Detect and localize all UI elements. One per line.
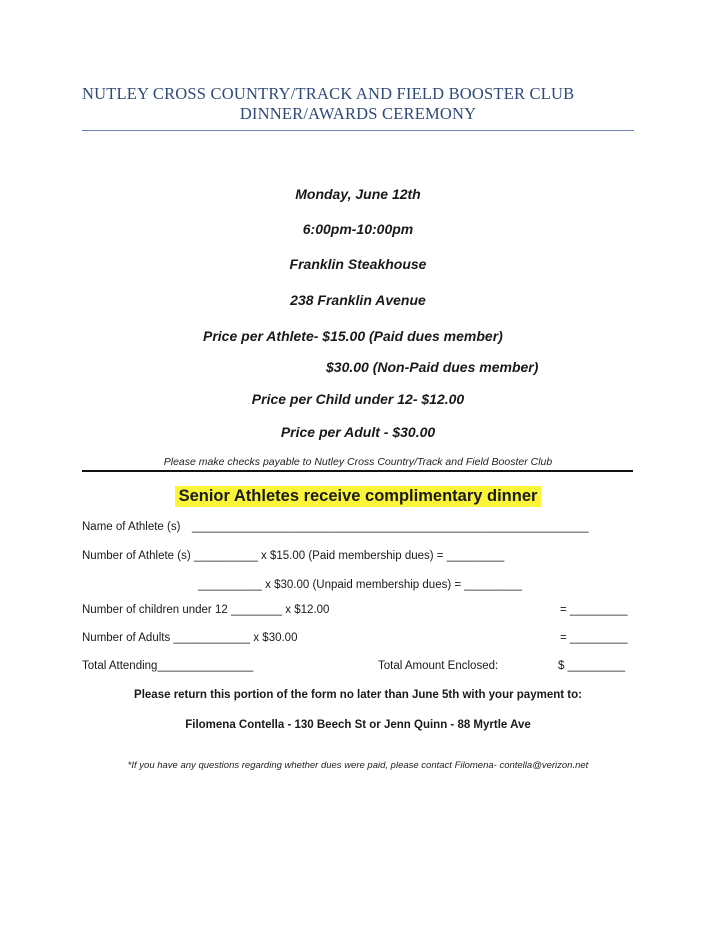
dues-footnote: *If you have any questions regarding whether dues were paid, please contact Filomena- contella@verizon.net xyxy=(127,760,589,771)
price-athlete-paid: Price per Athlete- $15.00 (Paid dues member) xyxy=(203,328,503,344)
title-line-2: DINNER/AWARDS CEREMONY xyxy=(239,104,477,123)
total-attending[interactable]: Total Attending_______________ xyxy=(82,660,254,672)
senior-note-wrap xyxy=(0,486,716,507)
athletes-unpaid-row[interactable]: __________ x $30.00 (Unpaid membership dues) = _________ xyxy=(198,579,522,591)
children-row[interactable]: Number of children under 12 ________ x $12.00 xyxy=(82,604,330,616)
event-venue: Franklin Steakhouse xyxy=(289,256,427,272)
return-instructions: Please return this portion of the form no later than June 5th with your payment to: xyxy=(134,689,582,701)
title-line-1: NUTLEY CROSS COUNTRY/TRACK AND FIELD BOOSTER CLUB xyxy=(82,84,575,103)
cut-line xyxy=(82,470,633,472)
return-contacts: Filomena Contella - 130 Beech St or Jenn Quinn - 88 Myrtle Ave xyxy=(185,719,531,731)
athletes-paid-row[interactable]: Number of Athlete (s) __________ x $15.00 (Paid membership dues) = _________ xyxy=(82,550,505,562)
price-child: Price per Child under 12- $12.00 xyxy=(251,391,465,407)
event-date: Monday, June 12th xyxy=(295,186,421,202)
total-amount-value[interactable]: $ _________ xyxy=(558,660,626,672)
price-athlete-unpaid: $30.00 (Non-Paid dues member) xyxy=(326,359,539,375)
athlete-name-label: Name of Athlete (s) xyxy=(82,521,181,533)
adults-row[interactable]: Number of Adults ____________ x $30.00 xyxy=(82,632,298,644)
event-address: 238 Franklin Avenue xyxy=(290,292,426,308)
athlete-name-blank[interactable]: ______________________________________________________________ xyxy=(192,521,589,533)
checks-payable-note: Please make checks payable to Nutley Cross Country/Track and Field Booster Club xyxy=(163,456,553,468)
event-time: 6:00pm-10:00pm xyxy=(302,221,414,237)
price-adult: Price per Adult - $30.00 xyxy=(280,424,436,440)
adults-total[interactable]: = _________ xyxy=(560,632,628,644)
title-divider xyxy=(82,130,634,131)
children-total[interactable]: = _________ xyxy=(560,604,628,616)
senior-complimentary-note: Senior Athletes receive complimentary dinner xyxy=(175,486,542,507)
total-amount-label: Total Amount Enclosed: xyxy=(378,660,499,672)
